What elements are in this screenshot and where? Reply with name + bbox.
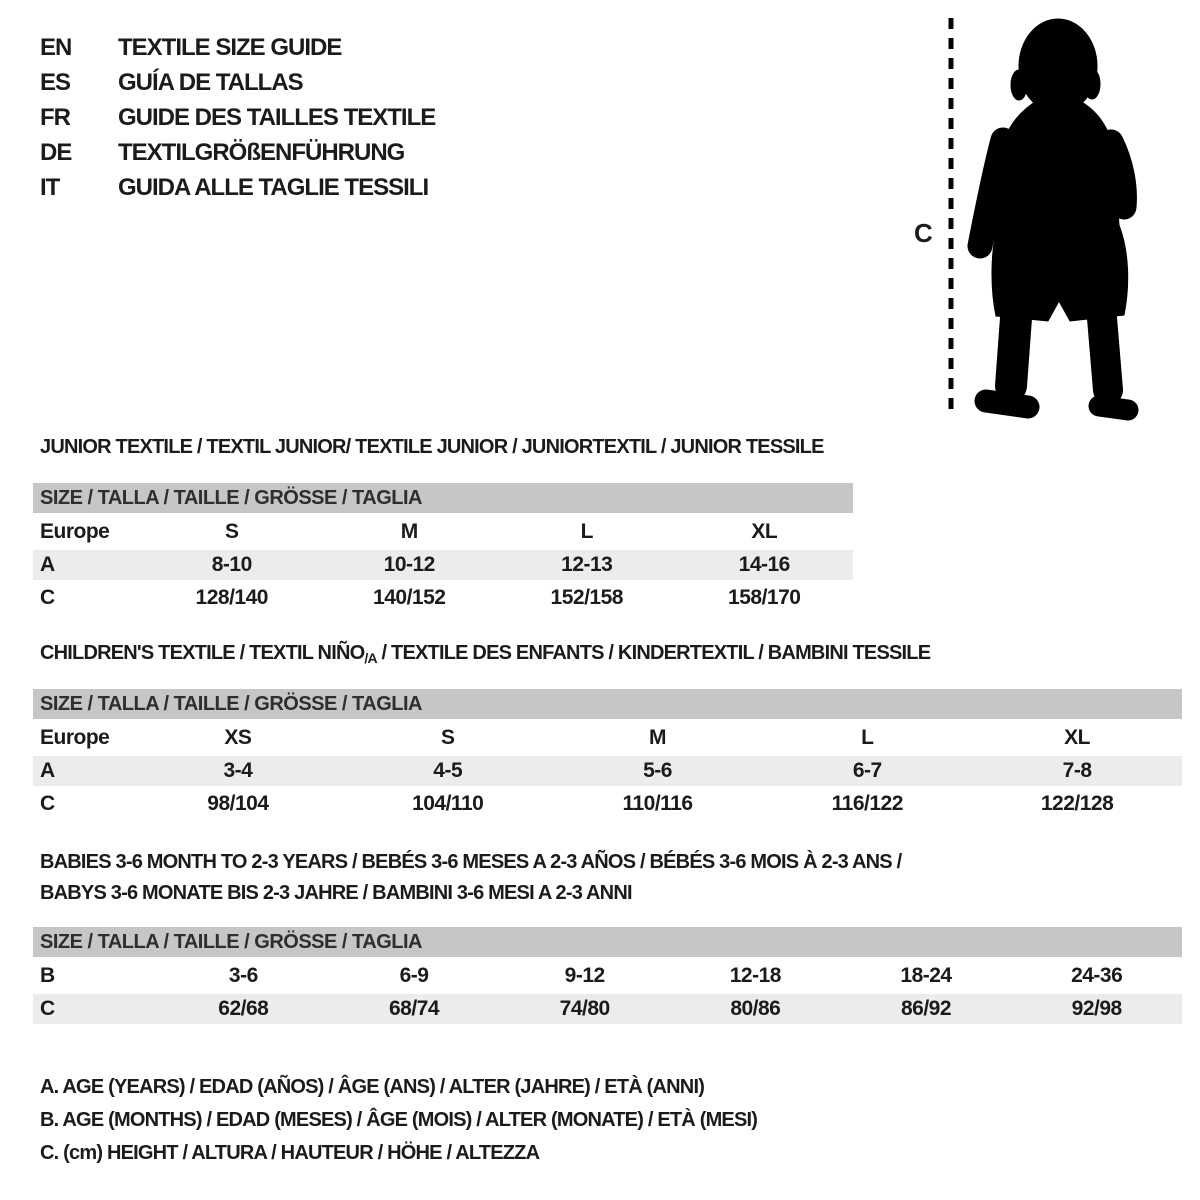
junior-section-heading: JUNIOR TEXTILE / TEXTIL JUNIOR/ TEXTILE JUNIOR / JUNIORTEXTIL / JUNIOR TESSILE bbox=[40, 436, 824, 458]
table-cell: L bbox=[580, 520, 593, 543]
table-cell: 104/110 bbox=[412, 792, 484, 815]
table-cell: 12-13 bbox=[561, 553, 613, 576]
table-cell: 8-10 bbox=[211, 553, 252, 576]
table-cell: 98/104 bbox=[207, 792, 269, 815]
language-row-it bbox=[40, 170, 435, 205]
language-code: EN bbox=[40, 33, 72, 61]
figure-measure-label: C bbox=[914, 218, 933, 248]
table-cell: 86/92 bbox=[900, 997, 952, 1020]
table-cell: 68/74 bbox=[388, 997, 440, 1020]
table-cell: 3-4 bbox=[223, 759, 253, 782]
measure-legend bbox=[40, 1071, 757, 1170]
table-cell: 9-12 bbox=[564, 964, 605, 987]
table-cell: XL bbox=[1064, 726, 1090, 749]
row-label: C bbox=[40, 997, 55, 1020]
table-cell: XL bbox=[751, 520, 778, 543]
children-heading-main: CHILDREN'S TEXTILE / TEXTIL NIÑO bbox=[40, 642, 365, 664]
babies-section-heading-line1: BABIES 3-6 MONTH TO 2-3 YEARS / BEBÉS 3-6 MESES A 2-3 AÑOS / BÉBÉS 3-6 MOIS À 2-3 ANS / bbox=[40, 851, 902, 873]
table-cell: 158/170 bbox=[728, 586, 801, 609]
children-heading-rest: / TEXTILE DES ENFANTS / KINDERTEXTIL / BAMBINI TESSILE bbox=[376, 642, 931, 664]
table-row-age bbox=[33, 756, 1182, 786]
language-title: TEXTILGRÖßENFÜHRUNG bbox=[118, 138, 405, 166]
row-label: A bbox=[40, 553, 55, 576]
table-cell: L bbox=[861, 726, 874, 749]
legend-line-a: A. AGE (YEARS) / EDAD (AÑOS) / ÂGE (ANS) / ALTER (JAHRE) / ETÀ (ANNI) bbox=[40, 1076, 705, 1098]
table-size-header: SIZE / TALLA / TAILLE / GRÖSSE / TAGLIA bbox=[33, 689, 1182, 719]
row-label: B bbox=[40, 964, 55, 987]
language-title: GUIDA ALLE TAGLIE TESSILI bbox=[118, 173, 429, 201]
table-cell: 128/140 bbox=[195, 586, 268, 609]
table-cell: 74/80 bbox=[559, 997, 610, 1020]
table-cell: 80/86 bbox=[730, 997, 781, 1020]
language-row-fr bbox=[40, 100, 435, 135]
table-cell: 110/116 bbox=[622, 792, 693, 815]
table-cell: 7-8 bbox=[1062, 759, 1092, 782]
language-title: GUIDE DES TAILLES TEXTILE bbox=[118, 103, 436, 131]
legend-line-b: B. AGE (MONTHS) / EDAD (MESES) / ÂGE (MOIS) / ALTER (MONATE) / ETÀ (MESI) bbox=[40, 1109, 758, 1131]
table-cell: 6-7 bbox=[852, 759, 882, 782]
language-row-es bbox=[40, 65, 435, 100]
table-cell: 6-9 bbox=[399, 964, 429, 987]
children-size-table bbox=[33, 689, 1182, 822]
table-cell: 116/122 bbox=[831, 792, 903, 815]
language-row-de bbox=[40, 135, 435, 170]
table-cell: 14-16 bbox=[738, 553, 790, 576]
children-heading-sub: /A bbox=[364, 650, 377, 666]
junior-size-table bbox=[33, 483, 853, 616]
table-cell: 62/68 bbox=[218, 997, 269, 1020]
table-cell: 5-6 bbox=[643, 759, 672, 782]
table-cell: XS bbox=[224, 726, 252, 749]
table-cell: 10-12 bbox=[383, 553, 435, 576]
language-row-en bbox=[40, 30, 435, 65]
table-cell: 92/98 bbox=[1071, 997, 1122, 1020]
table-cell: 18-24 bbox=[900, 964, 952, 987]
table-cell: 4-5 bbox=[433, 759, 463, 782]
table-cell: 140/152 bbox=[373, 586, 446, 609]
row-label: Europe bbox=[40, 520, 110, 543]
babies-size-table bbox=[33, 927, 1182, 1027]
language-code: DE bbox=[40, 138, 72, 166]
table-row-europe bbox=[33, 517, 853, 547]
table-size-header: SIZE / TALLA / TAILLE / GRÖSSE / TAGLIA bbox=[33, 927, 1182, 957]
table-cell: 3-6 bbox=[228, 964, 258, 987]
table-cell: 24-36 bbox=[1071, 964, 1123, 987]
table-row-age bbox=[33, 550, 853, 580]
table-cell: M bbox=[648, 726, 666, 749]
table-row-height bbox=[33, 789, 1182, 819]
table-row-height bbox=[33, 583, 853, 613]
table-size-header: SIZE / TALLA / TAILLE / GRÖSSE / TAGLIA bbox=[33, 483, 853, 513]
row-label: C bbox=[40, 792, 55, 815]
children-section-heading bbox=[40, 642, 930, 666]
table-cell: 12-18 bbox=[729, 964, 781, 987]
table-cell: 122/128 bbox=[1040, 792, 1114, 815]
row-label: A bbox=[40, 759, 55, 782]
legend-line-c: C. (cm) HEIGHT / ALTURA / HAUTEUR / HÖHE / ALTEZZA bbox=[40, 1142, 540, 1164]
language-code: ES bbox=[40, 68, 71, 96]
table-cell: 152/158 bbox=[550, 586, 623, 609]
language-title-list bbox=[40, 30, 435, 205]
language-code: FR bbox=[40, 103, 70, 131]
language-code: IT bbox=[40, 173, 60, 201]
language-title: TEXTILE SIZE GUIDE bbox=[118, 33, 342, 61]
table-cell: S bbox=[440, 726, 455, 749]
table-cell: S bbox=[224, 520, 239, 543]
table-row-europe bbox=[33, 723, 1182, 753]
table-cell: M bbox=[400, 520, 418, 543]
babies-section-heading-line2: BABYS 3-6 MONATE BIS 2-3 JAHRE / BAMBINI 3-6 MESI A 2-3 ANNI bbox=[40, 882, 632, 904]
row-label: C bbox=[40, 586, 55, 609]
row-label: Europe bbox=[40, 726, 110, 749]
toddler-silhouette-icon bbox=[980, 19, 1128, 410]
toddler-silhouette-figure bbox=[900, 0, 1180, 430]
language-title: GUÍA DE TALLAS bbox=[118, 68, 303, 96]
table-row-height bbox=[33, 994, 1182, 1024]
table-row-age-months bbox=[33, 961, 1182, 991]
